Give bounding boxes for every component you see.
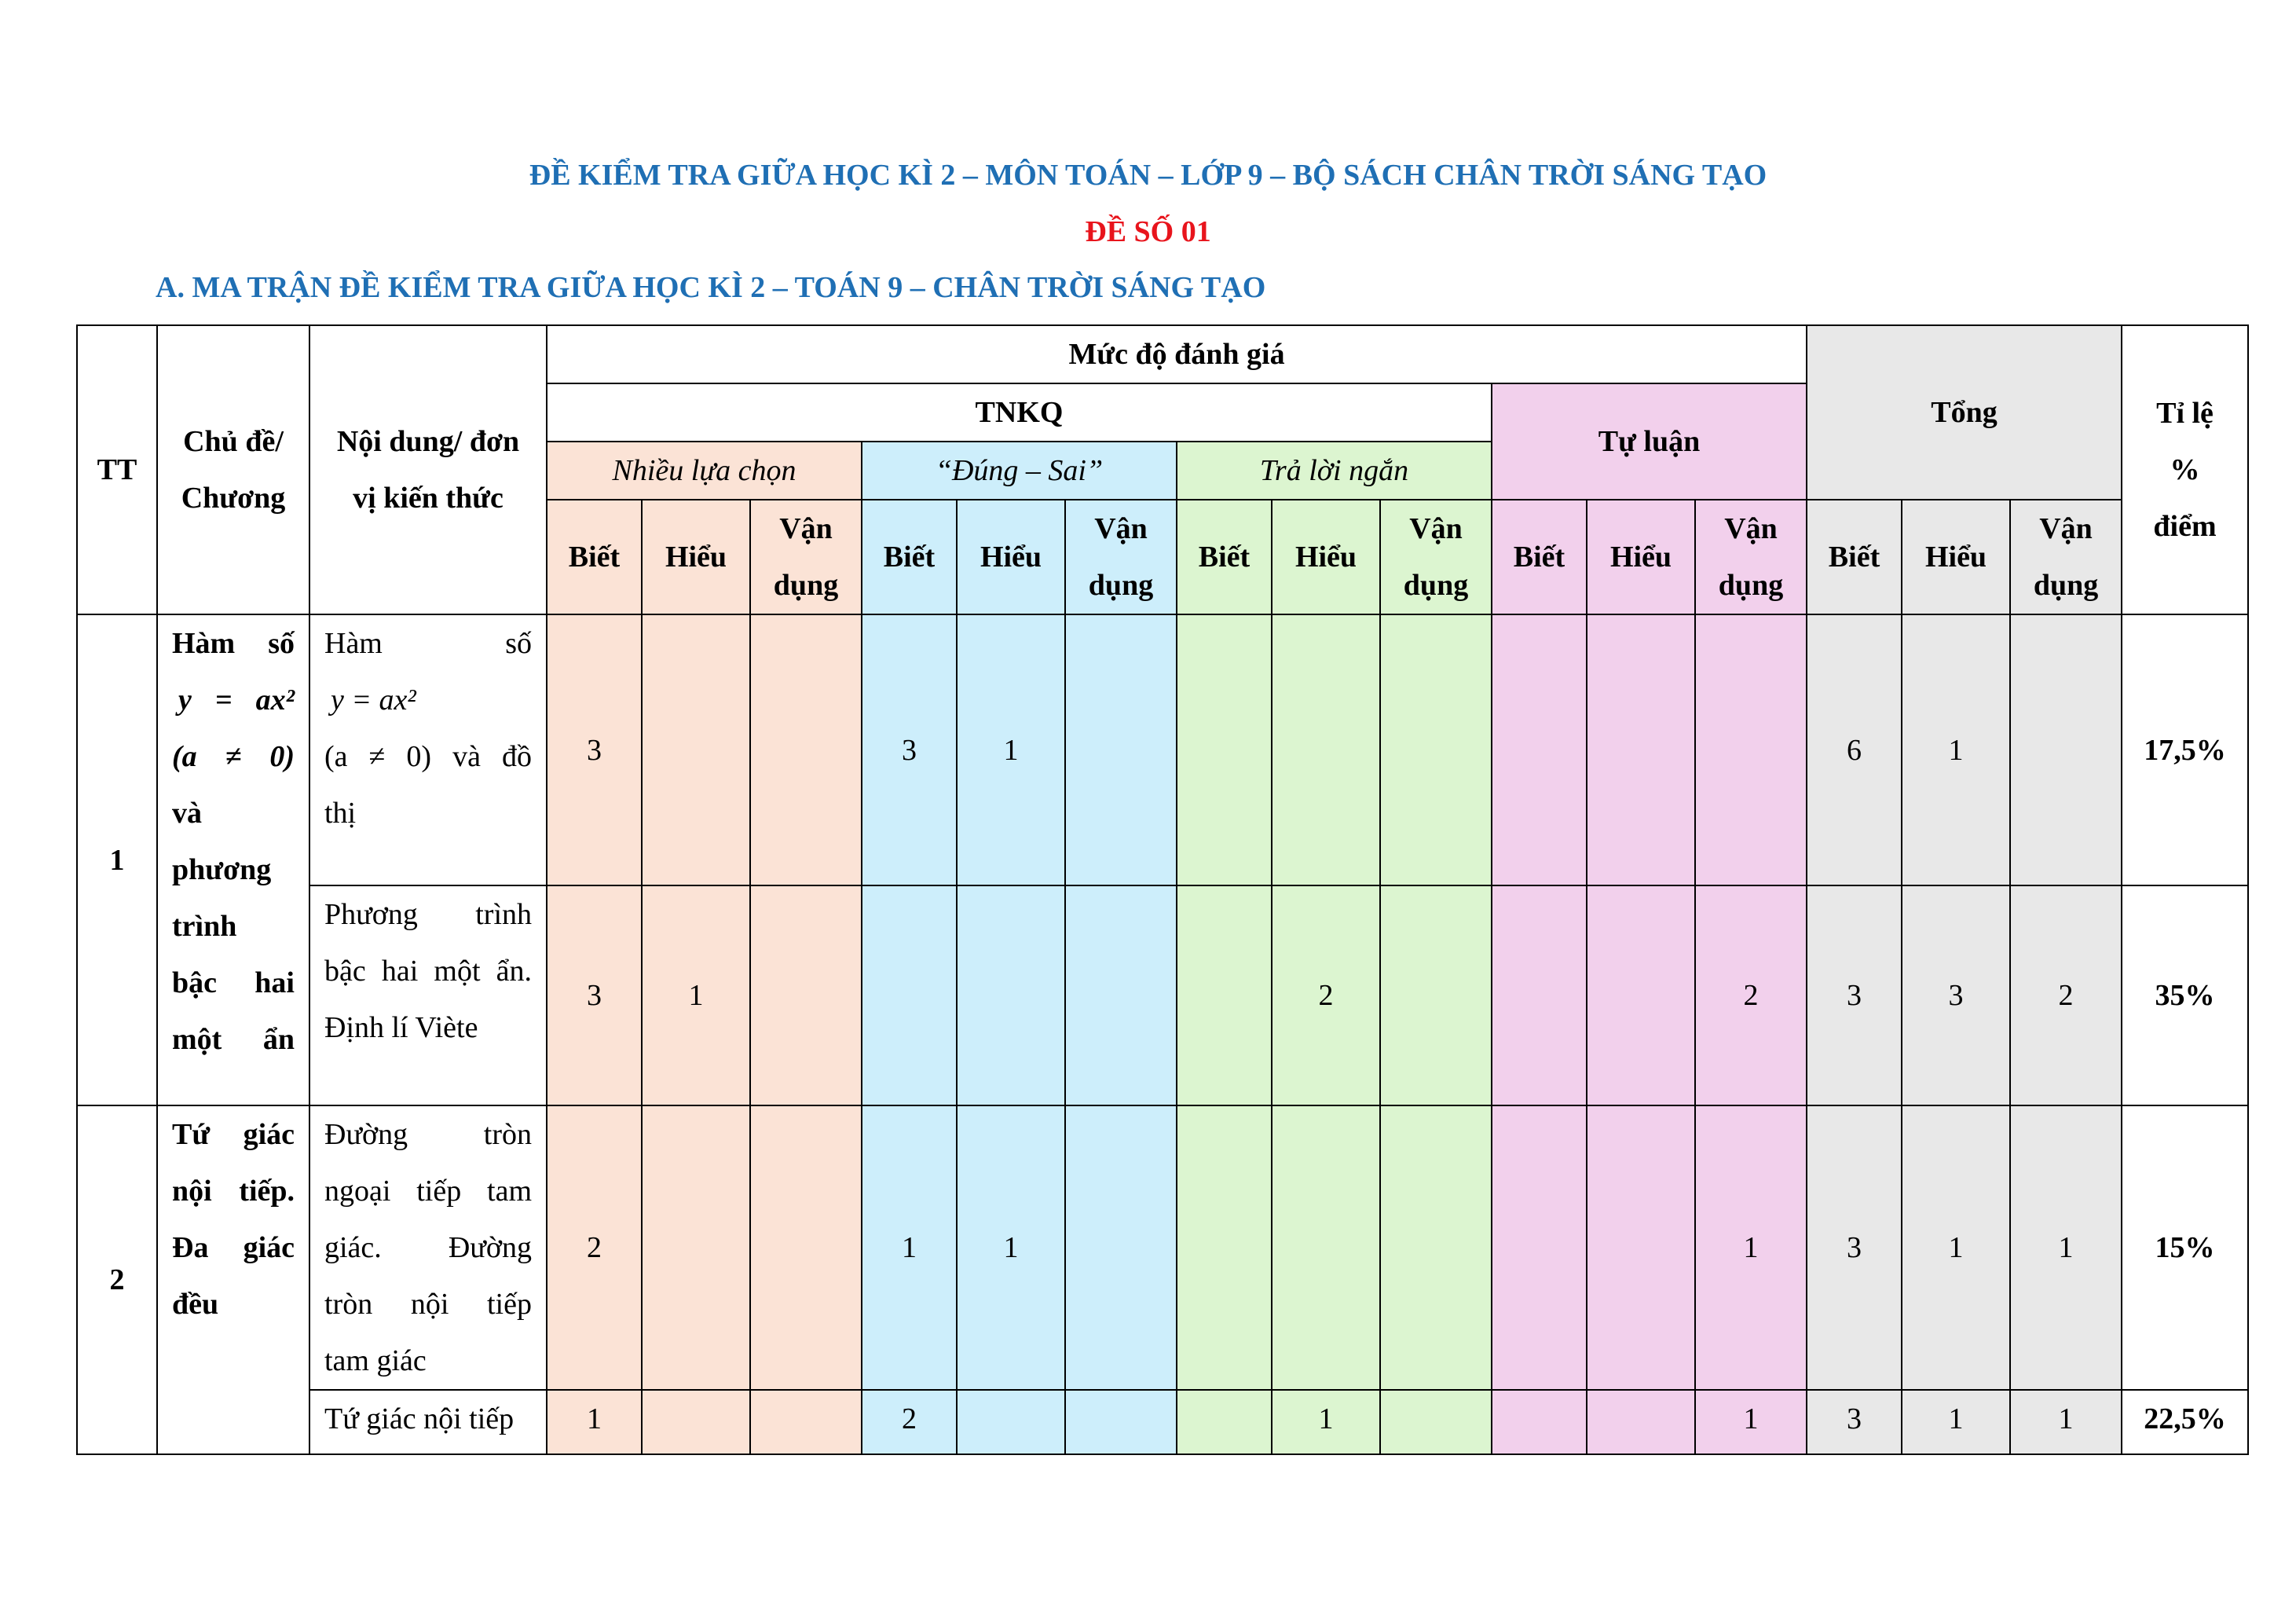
count-cell (1065, 1390, 1177, 1454)
assessment-matrix-table (76, 324, 2249, 1455)
apply-line1: Vận (2039, 512, 2093, 545)
header-know: Biết (862, 500, 957, 614)
content-cell (309, 1390, 547, 1454)
table-row (77, 1105, 2248, 1390)
header-truefalse: “Đúng – Sai” (862, 442, 1177, 500)
header-apply (750, 500, 862, 614)
count-cell: 1 (1695, 1390, 1807, 1454)
count-cell: 1 (2010, 1105, 2122, 1390)
header-understand: Hiểu (642, 500, 750, 614)
header-apply (2010, 500, 2122, 614)
apply-line1: Vận (1409, 512, 1463, 545)
count-cell: 3 (1807, 1105, 1902, 1390)
table-row (77, 1390, 2248, 1454)
count-cell (1695, 614, 1807, 885)
header-row-1 (77, 325, 2248, 383)
topic-line: một ẩn (172, 1023, 295, 1056)
header-know: Biết (1807, 500, 1902, 614)
count-cell: 2 (547, 1105, 642, 1390)
apply-line1: Vận (779, 512, 833, 545)
apply-line1: Vận (1094, 512, 1148, 545)
ratio-cell: 17,5% (2122, 614, 2248, 885)
header-topic (157, 325, 309, 614)
header-apply (1065, 500, 1177, 614)
count-cell (1177, 885, 1272, 1105)
count-cell (1177, 614, 1272, 885)
topic-line: phương (172, 853, 272, 886)
header-know: Biết (1492, 500, 1587, 614)
count-cell: 2 (1272, 885, 1380, 1105)
count-cell: 2 (1695, 885, 1807, 1105)
count-cell (1380, 1390, 1492, 1454)
content-line: tam giác (324, 1344, 427, 1377)
count-cell (642, 1390, 750, 1454)
topic-condition: (a ≠ 0) (172, 740, 295, 773)
header-understand: Hiểu (1587, 500, 1695, 614)
count-cell: 1 (1695, 1105, 1807, 1390)
count-cell: 1 (547, 1390, 642, 1454)
header-ratio-line3: điểm (2153, 510, 2217, 543)
count-cell: 1 (1272, 1390, 1380, 1454)
topic-line: Hàm số (172, 627, 295, 660)
topic-cell (157, 1105, 309, 1454)
count-cell (750, 614, 862, 885)
header-topic-line1: Chủ đề/ (183, 425, 284, 458)
count-cell: 3 (1807, 1390, 1902, 1454)
content-line: thị (324, 797, 357, 830)
content-line: Đường tròn (324, 1118, 532, 1151)
count-cell: 2 (862, 1390, 957, 1454)
section-heading: A. MA TRẬN ĐỀ KIỂM TRA GIỮA HỌC KÌ 2 – TOÁN 9 – CHÂN TRỜI SÁNG TẠO (156, 271, 1266, 304)
header-tnkq: TNKQ (547, 383, 1492, 442)
count-cell (1587, 1390, 1695, 1454)
count-cell (957, 885, 1065, 1105)
header-level: Mức độ đánh giá (547, 325, 1807, 383)
topic-cell (157, 614, 309, 1105)
apply-line1: Vận (1724, 512, 1778, 545)
content-line: Phương trình (324, 898, 532, 931)
header-essay: Tự luận (1492, 383, 1807, 500)
header-content-line1: Nội dung/ đơn (336, 425, 520, 458)
ratio-cell: 15% (2122, 1105, 2248, 1390)
header-tt: TT (77, 325, 157, 614)
content-line: tròn nội tiếp (324, 1288, 532, 1321)
count-cell: 6 (1807, 614, 1902, 885)
count-cell: 1 (957, 614, 1065, 885)
header-know: Biết (1177, 500, 1272, 614)
count-cell (1380, 885, 1492, 1105)
document-title: ĐỀ KIỂM TRA GIỮA HỌC KÌ 2 – MÔN TOÁN – LỚP 9 – BỘ SÁCH CHÂN TRỜI SÁNG TẠO (529, 159, 1767, 192)
header-know: Biết (547, 500, 642, 614)
header-apply (1380, 500, 1492, 614)
count-cell: 3 (547, 614, 642, 885)
count-cell: 1 (2010, 1390, 2122, 1454)
count-cell (1492, 1105, 1587, 1390)
count-cell: 3 (862, 614, 957, 885)
content-line: Hàm số (324, 627, 532, 660)
count-cell: 1 (1902, 1105, 2010, 1390)
apply-line2: dụng (2033, 569, 2099, 602)
topic-line: và (172, 797, 202, 830)
count-cell (1272, 614, 1380, 885)
count-cell (1492, 885, 1587, 1105)
content-formula: y = ax² (331, 684, 416, 717)
exam-number: ĐỀ SỐ 01 (1085, 215, 1211, 248)
content-line: bậc hai một ẩn. (324, 955, 532, 988)
count-cell (2010, 614, 2122, 885)
header-ratio-line2: % (2170, 453, 2200, 486)
count-cell (1587, 885, 1695, 1105)
content-line: (a ≠ 0) và đồ (324, 740, 532, 773)
count-cell (1380, 1105, 1492, 1390)
count-cell (1492, 1390, 1587, 1454)
header-content (309, 325, 547, 614)
header-apply (1695, 500, 1807, 614)
content-line: ngoại tiếp tam (324, 1175, 532, 1208)
header-total: Tổng (1807, 325, 2122, 500)
topic-formula: y = ax² (178, 684, 295, 717)
count-cell (642, 1105, 750, 1390)
topic-line: bậc hai (172, 966, 295, 999)
count-cell (1177, 1390, 1272, 1454)
count-cell (1272, 1105, 1380, 1390)
count-cell: 1 (1902, 1390, 2010, 1454)
header-mcq: Nhiều lựa chọn (547, 442, 862, 500)
ratio-cell: 35% (2122, 885, 2248, 1105)
count-cell: 1 (1902, 614, 2010, 885)
header-understand: Hiểu (1272, 500, 1380, 614)
count-cell: 3 (1902, 885, 2010, 1105)
count-cell: 1 (862, 1105, 957, 1390)
ratio-cell: 22,5% (2122, 1390, 2248, 1454)
apply-line2: dụng (1718, 569, 1784, 602)
content-cell (309, 1105, 547, 1390)
count-cell: 3 (1807, 885, 1902, 1105)
header-ratio (2122, 325, 2248, 614)
topic-line: nội tiếp. (172, 1175, 295, 1208)
header-short-answer: Trả lời ngắn (1177, 442, 1492, 500)
count-cell (750, 1390, 862, 1454)
content-cell (309, 885, 547, 1105)
row-number: 1 (77, 614, 157, 1105)
count-cell (642, 614, 750, 885)
header-understand: Hiểu (1902, 500, 2010, 614)
header-understand: Hiểu (957, 500, 1065, 614)
table-row (77, 614, 2248, 885)
count-cell (1065, 1105, 1177, 1390)
count-cell (1065, 885, 1177, 1105)
content-cell (309, 614, 547, 885)
topic-line: trình (172, 910, 237, 943)
count-cell: 1 (642, 885, 750, 1105)
count-cell (1492, 614, 1587, 885)
apply-line2: dụng (1403, 569, 1469, 602)
count-cell: 1 (957, 1105, 1065, 1390)
count-cell (1587, 1105, 1695, 1390)
content-line: Định lí Viète (324, 1011, 478, 1044)
topic-line: Đa giác (172, 1231, 295, 1264)
count-cell (1065, 614, 1177, 885)
table-row (77, 885, 2248, 1105)
header-ratio-line1: Tỉ lệ (2156, 397, 2214, 430)
count-cell (957, 1390, 1065, 1454)
count-cell (1587, 614, 1695, 885)
topic-line: Tứ giác (172, 1118, 295, 1151)
header-content-line2: vị kiến thức (353, 482, 504, 515)
count-cell (1380, 614, 1492, 885)
count-cell (750, 1105, 862, 1390)
header-topic-line2: Chương (181, 482, 286, 515)
count-cell (750, 885, 862, 1105)
count-cell (1177, 1105, 1272, 1390)
content-line: giác. Đường (324, 1231, 532, 1264)
topic-line: đều (172, 1288, 219, 1321)
content-line: Tứ giác nội tiếp (324, 1402, 514, 1435)
count-cell: 2 (2010, 885, 2122, 1105)
count-cell: 3 (547, 885, 642, 1105)
count-cell (862, 885, 957, 1105)
row-number: 2 (77, 1105, 157, 1454)
apply-line2: dụng (1088, 569, 1154, 602)
apply-line2: dụng (773, 569, 839, 602)
